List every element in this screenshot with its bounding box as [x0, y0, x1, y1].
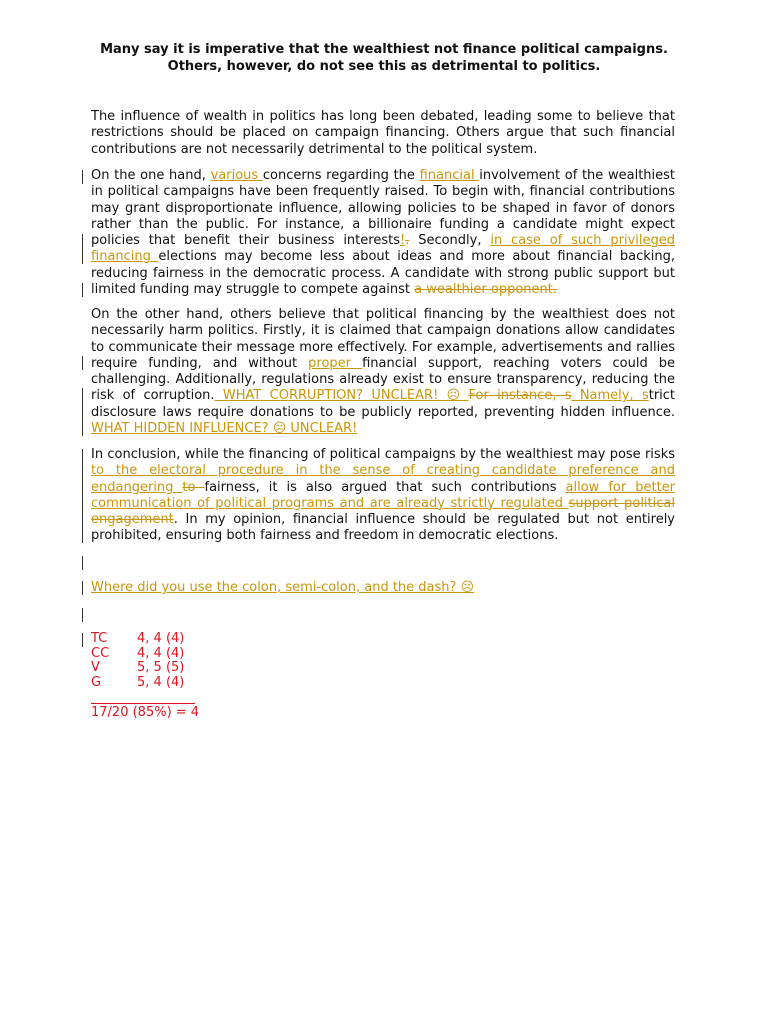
inserted-text: Namely, s	[571, 388, 649, 404]
score-label: CC	[91, 645, 110, 661]
score-label: TC	[91, 631, 108, 646]
deleted-text: .	[405, 233, 410, 249]
title-line-2: Others, however, do not see this as detrimental to politics.	[167, 59, 601, 74]
change-bar	[82, 449, 83, 543]
intro-paragraph: The influence of wealth in politics has long been debated, leading some to believe that restrictions should be placed on campaign financing. Others argue that such financial contributions are not necessarily detrimental to the political system.	[91, 109, 675, 157]
score-divider	[91, 703, 195, 704]
inserted-text: financial	[419, 168, 480, 183]
score-label: G	[91, 674, 102, 690]
change-bar	[82, 170, 83, 184]
title-line-1: Many say it is imperative that the wealthiest not finance political campaigns.	[100, 42, 668, 57]
change-bar	[82, 356, 83, 370]
essay-prompt-title	[80, 41, 688, 75]
score-value: 5, 4 (4)	[137, 674, 185, 690]
change-bar	[82, 608, 83, 622]
total-score: 17/20 (85%) = 4	[91, 705, 200, 720]
inserted-text: proper	[308, 355, 363, 371]
change-bar	[82, 556, 83, 570]
conclusion-paragraph: In conclusion, while the financing of political campaigns by the wealthiest may pose risks to the electoral procedure in the sense of creating candidate preference and endangering to fairness, it is also argued that such contributions allow for better communication of political programs and are already strictly regulated support political engagement. In my opinion, financial influence should be regulated but not entirely prohibited, ensuring both fairness and freedom in democratic elections.	[91, 447, 676, 544]
deleted-text: to	[182, 479, 205, 495]
inserted-text: !	[399, 233, 406, 249]
inserted-text: in case of such privileged financing	[91, 233, 676, 265]
change-bar	[82, 581, 83, 595]
score-row	[91, 647, 184, 662]
inserted-text: allow for better communication of political programs and are already strictly regulated	[91, 479, 676, 511]
score-value: 4, 4 (4)	[137, 631, 185, 646]
score-row	[91, 661, 184, 676]
change-bar	[82, 234, 83, 264]
inserted-text: WHAT HIDDEN INFLUENCE? ☹ UNCLEAR!	[91, 421, 358, 437]
score-value: 5, 5 (5)	[137, 660, 185, 675]
change-bar	[82, 388, 83, 436]
score-value: 4, 4 (4)	[137, 645, 185, 661]
deleted-text: a wealthier opponent.	[414, 282, 557, 298]
change-bar	[82, 283, 83, 297]
deleted-text: For instance, s	[468, 388, 572, 404]
deleted-text: support political engagement	[91, 495, 675, 528]
inserted-text: various	[210, 168, 263, 183]
body-paragraph-1: On the one hand, various concerns regarding the financial involvement of the wealthiest in political campaigns have been frequently raised. To begin with, financial contributions may grant disproportionate influence, allowing policies to be shaped in favor of donors rather than the public. For instance, a billionaire funding a candidate might expect policies that benefit their business interests!. Secondly, in case of such privileged financing elections may become less about ideas and more about financial backing, reducing fairness in the democratic process. A candidate with strong public support but limited funding may struggle to compete against a wealthier opponent.	[91, 168, 676, 298]
inserted-text: UNCLEAR! ☹	[371, 388, 469, 404]
inserted-text: to the electoral procedure in the sense of creating candidate preference and endangering	[91, 463, 675, 495]
score-label: V	[91, 660, 100, 675]
teacher-comment: Where did you use the colon, semi-colon, and the dash? ☹	[91, 580, 475, 595]
score-table	[91, 632, 184, 690]
inserted-text: WHAT CORRUPTION?	[214, 388, 372, 404]
score-row	[91, 632, 184, 647]
body-paragraph-2: On the other hand, others believe that political financing by the wealthiest does not necessarily harm politics. Firstly, it is claimed that campaign donations allow candidates to communicate their message more effectively. For example, advertisements and rallies require funding, and without proper financial support, reaching voters could be challenging. Additionally, regulations already exist to ensure transparency, reducing the risk of corruption. WHAT CORRUPTION? UNCLEAR! ☹ For instance, s Namely, strict disclosure laws require donations to be publicly reported, preventing hidden influence. WHAT HIDDEN INFLUENCE? ☹ UNCLEAR!	[91, 307, 676, 437]
change-bar	[82, 633, 83, 647]
score-row	[91, 676, 184, 691]
